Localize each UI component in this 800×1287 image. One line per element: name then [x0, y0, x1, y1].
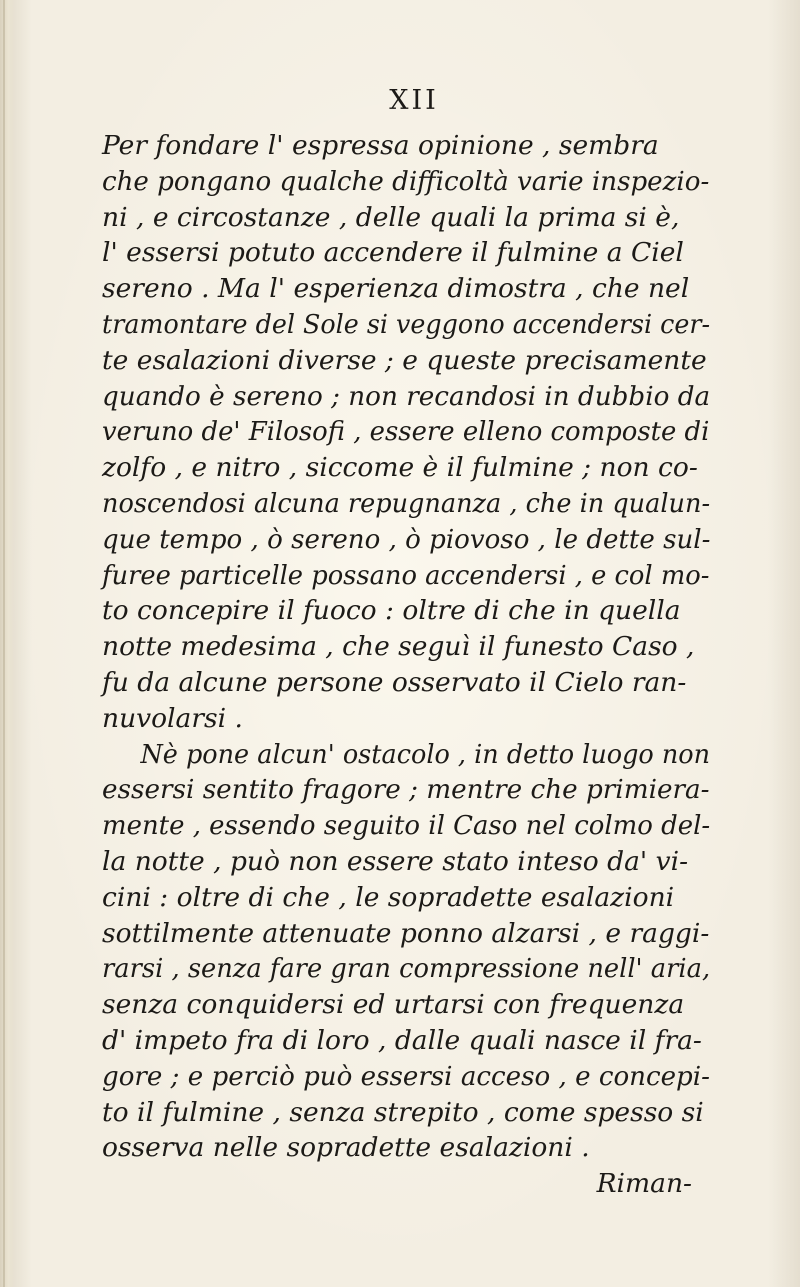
text-line: sereno . Ma l' esperienza dimostra , che nel	[102, 273, 690, 305]
page-body	[102, 128, 710, 1202]
book-page	[102, 82, 710, 1202]
text-line: gore ; e perciò può essersi acceso , e concepi-	[102, 1060, 710, 1092]
text-line: ni , e circostanze , delle quali la prima si è,	[102, 201, 680, 233]
paragraph	[102, 128, 710, 737]
paragraph	[102, 737, 710, 1167]
text-line: Nè pone alcun' ostacolo , in detto luogo non	[140, 738, 711, 770]
text-line: Per fondare l' espressa opinione , sembra	[102, 130, 659, 161]
text-line: che pongano qualche difficoltà varie inspezio-	[102, 165, 710, 197]
text-line: notte medesima , che seguì il funesto Caso ,	[102, 631, 695, 663]
text-line: la notte , può non essere stato inteso da' vi-	[102, 845, 689, 877]
text-line: nuvolarsi .	[102, 702, 243, 734]
text-line: osserva nelle sopradette esalazioni .	[102, 1132, 590, 1164]
text-line: veruno de' Filosofi , essere elleno composte di	[102, 416, 710, 448]
text-line: zolfo , e nitro , siccome è il fulmine ; non co-	[102, 452, 698, 484]
catchword: Riman-	[596, 1168, 692, 1200]
text-line: d' impeto fra di loro , dalle quali nasce il fra-	[102, 1024, 702, 1056]
text-line: l' essersi potuto accendere il fulmine a Ciel	[102, 237, 684, 269]
text-line: senza conquidersi ed urtarsi con frequenza	[102, 989, 685, 1021]
text-line: essersi sentito fragore ; mentre che primiera-	[102, 774, 710, 806]
text-line: to concepire il fuoco : oltre di che in quella	[102, 595, 681, 627]
page-number: XII	[389, 85, 439, 116]
text-line: fu da alcune persone osservato il Cielo ran-	[102, 666, 687, 698]
text-line: cini : oltre di che , le sopradette esalazioni	[102, 881, 675, 913]
text-line: to il fulmine , senza strepito , come spesso si	[102, 1096, 704, 1128]
text-line: noscendosi alcuna repugnanza , che in qualun-	[102, 487, 711, 519]
text-line: furee particelle possano accendersi , e col mo-	[102, 559, 710, 591]
text-line: mente , essendo seguito il Caso nel colmo del-	[102, 810, 711, 842]
text-line: te esalazioni diverse ; e queste precisamente	[102, 344, 707, 376]
text-line: que tempo , ò sereno , ò piovoso , le dette sul-	[102, 523, 711, 555]
text-line: quando è sereno ; non recandosi in dubbio da	[102, 380, 711, 412]
gutter-shadow-line	[3, 0, 5, 1287]
text-line: sottilmente attenuate ponno alzarsi , e raggi-	[102, 917, 710, 949]
text-line: rarsi , senza fare gran compressione nell' aria,	[102, 953, 711, 985]
text-line: tramontare del Sole si veggono accendersi cer-	[102, 308, 711, 340]
